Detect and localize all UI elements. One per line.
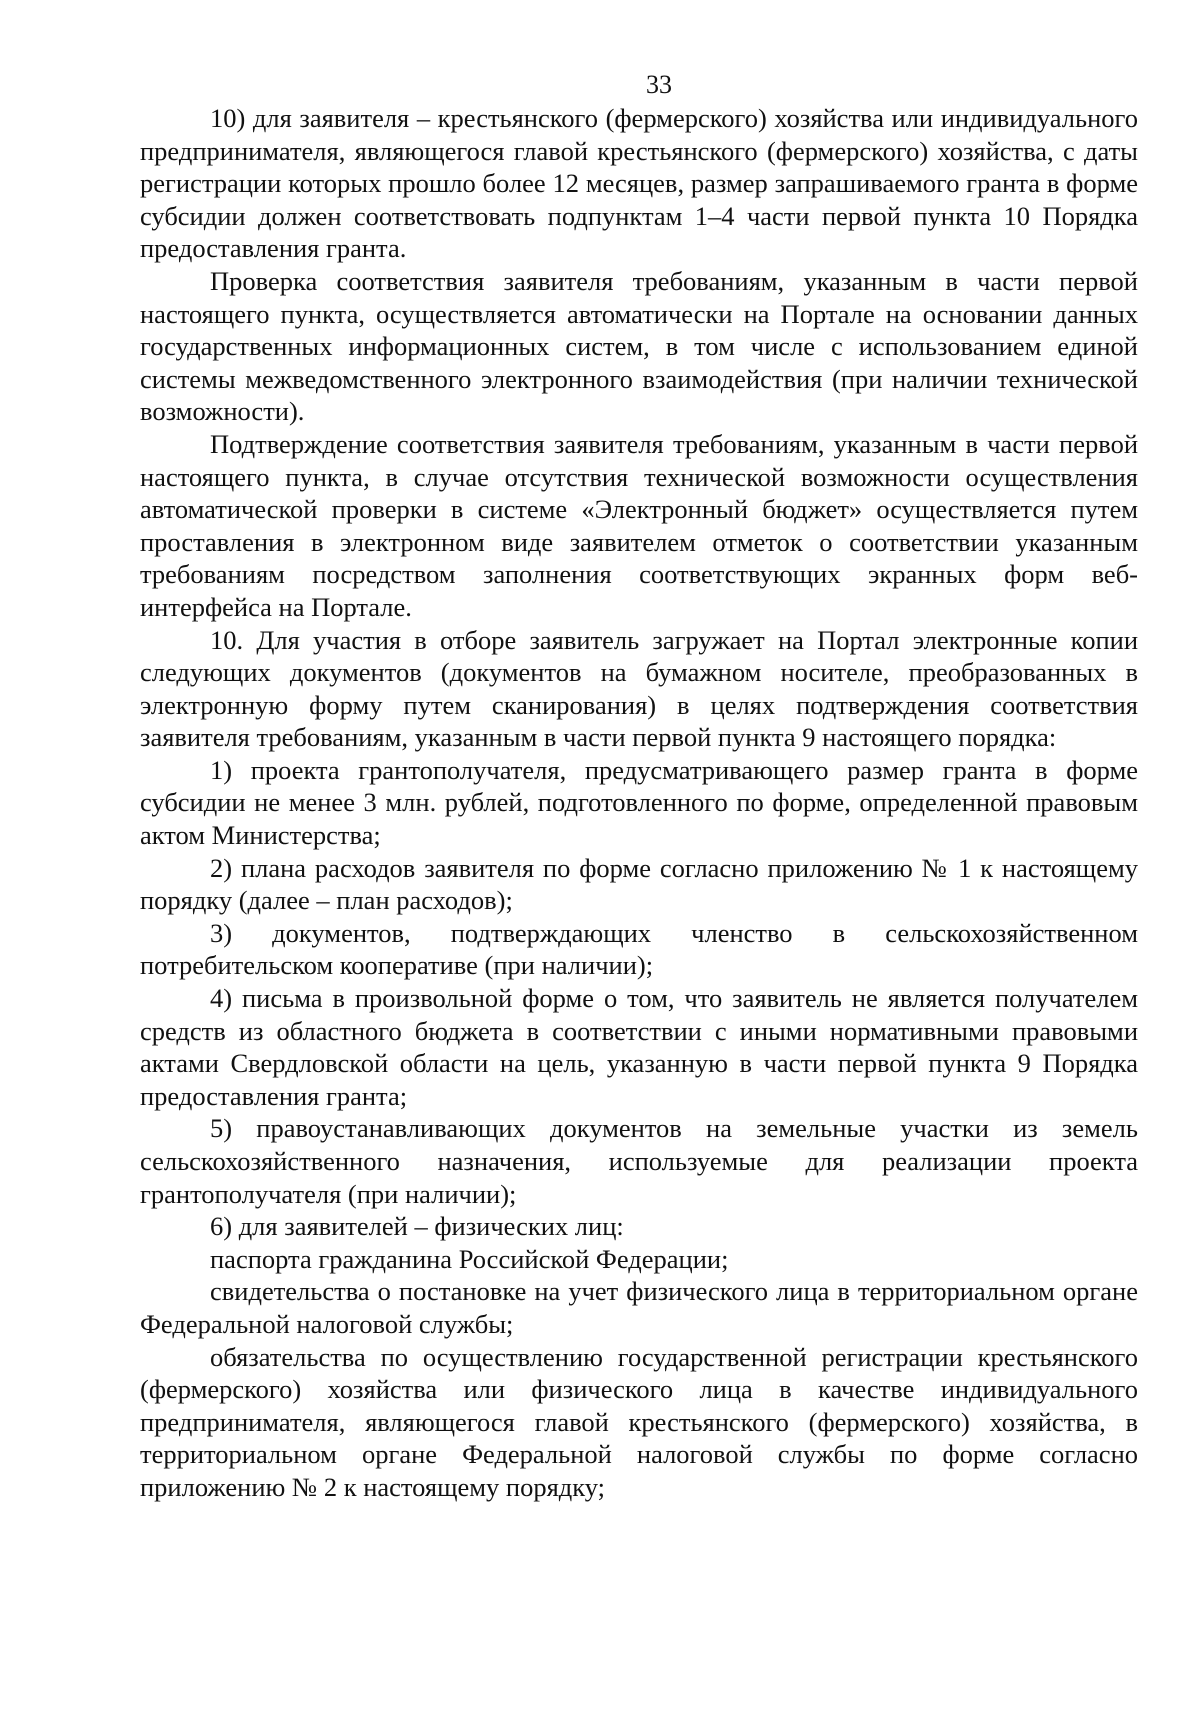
sub-item-registration-obligation: обязательства по осуществлению государственной регистрации крестьянского (фермерского) хозяйства или физического лица в качестве индивидуального предпринимателя, являющегося главой крестьянского (фермерского) хозяйства, в территориальном органе Федеральной налоговой службы по форме согласно приложению № 2 к настоящему порядку; <box>140 1341 1138 1502</box>
paragraph-section-10: 10. Для участия в отборе заявитель загружает на Портал электронные копии следующих документов (документов на бумажном носителе, преобразованных в электронную форму путем сканирования) в целях подтверждения соответствия заявителя требованиям, указанным в части первой пункта 9 настоящего порядка: <box>140 624 1138 753</box>
list-item-3: 3) документов, подтверждающих членство в сельскохозяйственном потребительском кооперативе (при наличии); <box>140 917 1138 981</box>
list-item-5: 5) правоустанавливающих документов на земельные участки из земель сельскохозяйственного назначения, используемые для реализации проекта грантополучателя (при наличии); <box>140 1113 1138 1209</box>
paragraph-automatic-check: Проверка соответствия заявителя требованиям, указанным в части первой настоящего пункта, осуществляется автоматически на Портале на основании данных государственных информационных систем, в том числе с использованием единой системы межведомственного электронного взаимодействия (при наличии технической возможности). <box>140 265 1138 427</box>
list-item-1: 1) проекта грантополучателя, предусматривающего размер гранта в форме субсидии не менее 3 млн. рублей, подготовленного по форме, определенной правовым актом Министерства; <box>140 754 1138 851</box>
list-item-4: 4) письма в произвольной форме о том, что заявитель не является получателем средств из областного бюджета в соответствии с иными нормативными правовыми актами Свердловской области на цель, указанную в части первой пункта 9 Порядка предоставления гранта; <box>140 983 1138 1111</box>
list-item-2: 2) плана расходов заявителя по форме согласно приложению № 1 к настоящему порядку (далее – план расходов); <box>140 852 1138 916</box>
paragraph-manual-confirmation: Подтверждение соответствия заявителя требованиям, указанным в части первой настоящего пункта, в случае отсутствия технической возможности осуществления автоматической проверки в системе «Электронный бюджет» осуществляется путем проставления в электронном виде заявителем отметок о соответствии указанным требованиям посредством заполнения соответствующих экранных форм веб-интерфейса на Портале. <box>140 428 1138 622</box>
paragraph-item-10: 10) для заявителя – крестьянского (фермерского) хозяйства или индивидуального предпринимателя, являющегося главой крестьянского (фермерского) хозяйства, с даты регистрации которых прошло более 12 месяцев, размер запрашиваемого гранта в форме субсидии должен соответствовать подпунктам 1–4 части первой пункта 10 Порядка предоставления гранта. <box>140 103 1138 264</box>
sub-item-passport: паспорта гражданина Российской Федерации; <box>210 1243 729 1274</box>
document-page <box>140 70 1138 1504</box>
page-number: 33 <box>646 70 672 99</box>
sub-item-tax-certificate: свидетельства о постановке на учет физического лица в территориальном органе Федеральной налоговой службы; <box>140 1276 1138 1339</box>
list-item-6: 6) для заявителей – физических лиц: <box>210 1211 624 1242</box>
